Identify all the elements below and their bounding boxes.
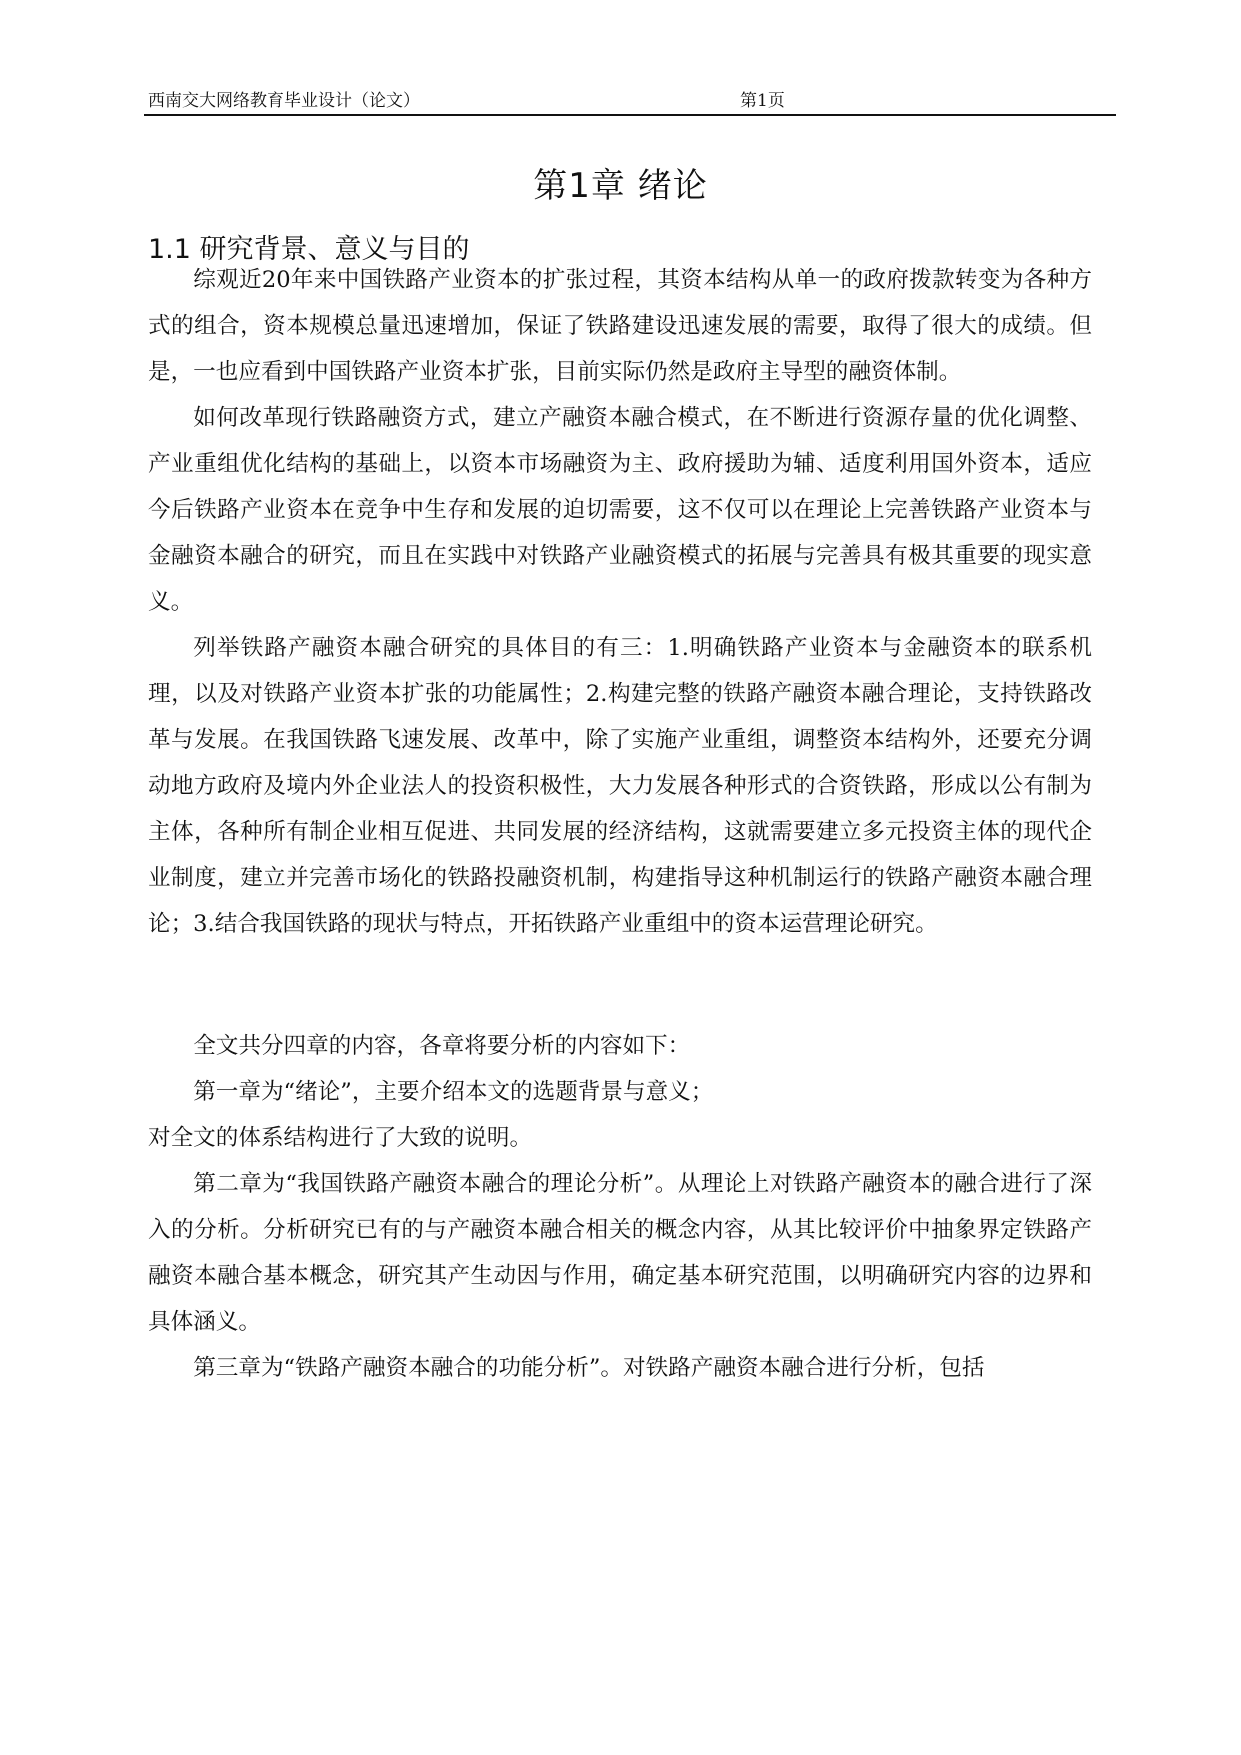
header-thesis-label: 西南交大网络教育毕业设计（论文） — [148, 91, 420, 111]
paragraph-gap — [148, 947, 1092, 1023]
chapter-title: 第1章 绪论 — [533, 166, 708, 206]
header-page-number: 第1页 — [740, 91, 785, 111]
paragraph: 对全文的体系结构进行了大致的说明。 — [148, 1125, 533, 1151]
section-title: 1.1 研究背景、意义与目的 — [148, 234, 470, 265]
paragraph: 列举铁路产融资本融合研究的具体目的有三：1.明确铁路产业资本与金融资本的联系机理，以及对铁路产业资本扩张的功能属性；2.构建完整的铁路产融资本融合理论，支持铁路改革与发展。在我国铁路飞速发展、改革中，除了实施产业重组，调整资本结构外，还要充分调动地方政府及境内外企业法人的投资积极性，大力发展各种形式的合资铁路，形成以公有制为主体，各种所有制企业相互促进、共同发展的经济结构，这就需要建立多元投资主体的现代企业制度，建立并完善市场化的铁路投融资机制，构建指导这种机制运行的铁路产融资本融合理论；3.结合我国铁路的现状与特点，开拓铁路产业重组中的资本运营理论研究。 — [148, 635, 1092, 937]
paragraph: 全文共分四章的内容，各章将要分析的内容如下： — [193, 1033, 691, 1059]
paragraph: 综观近20年来中国铁路产业资本的扩张过程，其资本结构从单一的政府拨款转变为各种方式的组合，资本规模总量迅速增加，保证了铁路建设迅速发展的需要，取得了很大的成绩。但是，一也应看到中国铁路产业资本扩张，目前实际仍然是政府主导型的融资体制。 — [148, 267, 1092, 385]
paragraph: 如何改革现行铁路融资方式，建立产融资本融合模式，在不断进行资源存量的优化调整、产业重组优化结构的基础上，以资本市场融资为主、政府援助为辅、适度利用国外资本，适应今后铁路产业资本在竞争中生存和发展的迫切需要，这不仅可以在理论上完善铁路产业资本与金融资本融合的研究，而且在实践中对铁路产业融资模式的拓展与完善具有极其重要的现实意义。 — [148, 405, 1092, 615]
body-text — [148, 257, 1092, 1391]
paragraph: 第二章为“我国铁路产融资本融合的理论分析”。从理论上对铁路产融资本的融合进行了深入的分析。分析研究已有的与产融资本融合相关的概念内容，从其比较评价中抽象界定铁路产融资本融合基本概念，研究其产生动因与作用，确定基本研究范围，以明确研究内容的边界和具体涵义。 — [148, 1171, 1092, 1335]
paragraph: 第一章为“绪论”，主要介绍本文的选题背景与意义； — [193, 1079, 714, 1105]
paragraph: 第三章为“铁路产融资本融合的功能分析”。对铁路产融资本融合进行分析，包括 — [193, 1355, 985, 1381]
running-header — [144, 86, 1116, 116]
